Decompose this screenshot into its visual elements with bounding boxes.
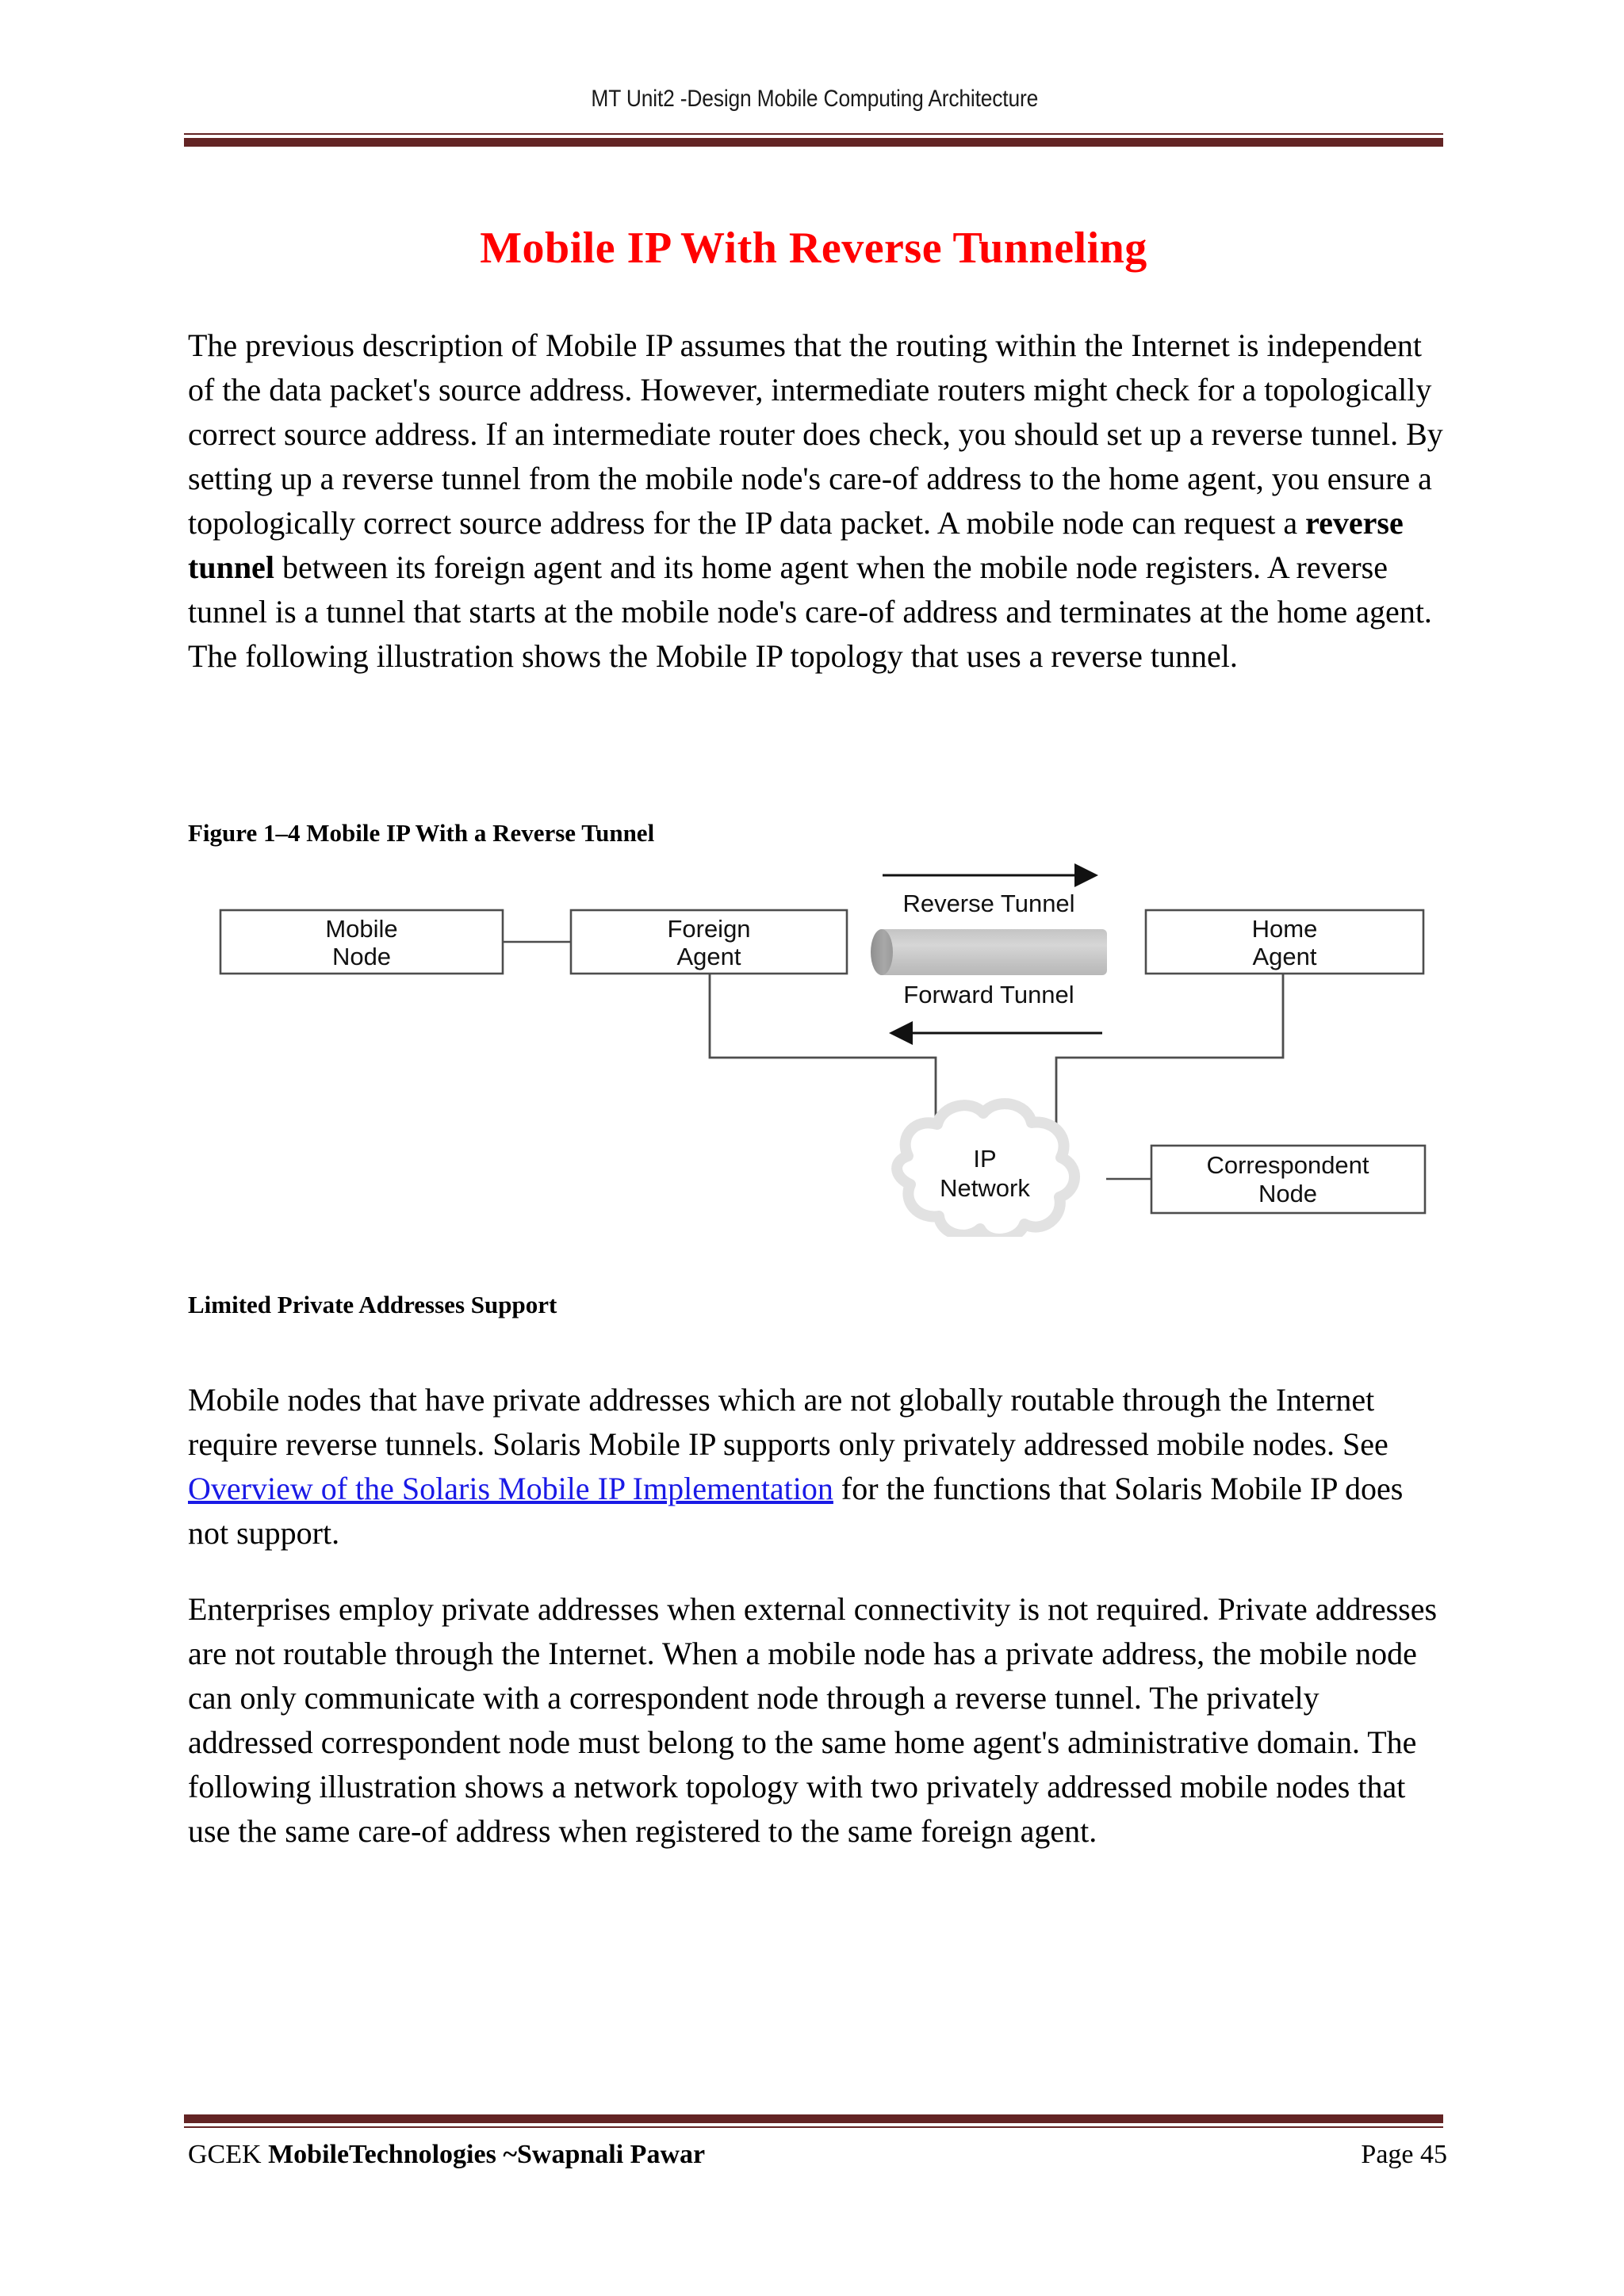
foreign-agent-label-1: Foreign [667,915,751,943]
forward-tunnel-label: Forward Tunnel [903,981,1074,1008]
page-title: Mobile IP With Reverse Tunneling [480,223,1147,273]
mobile-node-label-2: Node [331,943,392,970]
paragraph-private-addresses [188,1378,1449,1556]
paragraph-intro [188,323,1449,679]
section-heading-limited-private-addresses: Limited Private Addresses Support [188,1291,557,1318]
footer-author: MobileTechnologies ~Swapnali Pawar [268,2140,706,2169]
figure-box-home-agent [1146,910,1423,974]
footer-rule-thin [184,2126,1443,2128]
correspondent-node-label-2: Node [1258,1180,1318,1207]
link-overview-solaris-mobile-ip[interactable]: Overview of the Solaris Mobile IP Implementation [188,1471,833,1506]
header-rule-thick [184,138,1443,147]
foreign-agent-label-2: Agent [676,943,741,970]
header-rule-gap [184,135,1443,137]
footer-attribution [188,2137,705,2173]
figure-mobile-ip-reverse-tunnel [190,840,1475,1237]
tunnel-cylinder [871,929,1107,975]
reverse-tunnel-term: reverse tunnel [188,505,1404,585]
link-home-to-ip-network [1056,974,1283,1132]
paragraph-intro-part1: The previous description of Mobile IP assumes that the routing within the Internet is independent of the data packet's source address. However, intermediate routers might check for a topologically correct source address. If an intermediate router does check, you should set up a reverse tunnel. By setting up a reverse tunnel from the mobile node's care-of address to the home agent, you ensure a topologically correct source address for the IP data packet. A mobile node can request a [188,327,1443,541]
home-agent-label-1: Home [1251,915,1318,943]
page-header [184,86,1445,113]
paragraph-intro-part2: between its foreign agent and its home agent when the mobile node registers. A reverse tunnel is a tunnel that starts at the mobile node's care-of address and terminates at the home agent. The following illustration shows the Mobile IP topology that uses a reverse tunnel. [188,549,1432,674]
paragraph-private-part1: Mobile nodes that have private addresses which are not globally routable through the Internet require reverse tunnels. Solaris Mobile IP supports only privately addressed mobile nodes. See [188,1382,1388,1462]
page-footer [188,2137,1447,2173]
reverse-tunnel-label: Reverse Tunnel [902,890,1075,917]
figure-cloud-ip-network [897,1104,1074,1237]
ip-network-label-1: IP [973,1145,997,1173]
paragraph-private-part2: for the functions that Solaris Mobile IP does not support. [188,1471,1404,1551]
home-agent-label-2: Agent [1252,943,1317,970]
footer-org: GCEK [188,2140,269,2169]
ip-network-label-2: Network [940,1174,1030,1202]
footer-rule-gap [184,2123,1443,2126]
running-title: MT Unit2 -Design Mobile Computing Architecture [591,86,1038,112]
figure-box-correspondent-node [1151,1146,1425,1213]
paragraph-enterprises: Enterprises employ private addresses when external connectivity is not required. Private addresses are not routable through the Internet. When a mobile node has a private address, the mobile node can only communicate with a correspondent node through a reverse tunnel. The privately addressed correspondent node must belong to the same home agent's administrative domain. The following illustration shows a network topology with two privately addressed mobile nodes that use the same care-of address when registered to the same foreign agent. [188,1591,1438,1849]
figure-box-mobile-node [220,910,503,974]
footer-rule-thick [184,2114,1443,2123]
correspondent-node-label-1: Correspondent [1206,1151,1369,1179]
mobile-node-label-1: Mobile [325,915,398,943]
figure-box-foreign-agent [571,910,847,974]
figure-caption: Figure 1–4 Mobile IP With a Reverse Tunnel [188,819,655,847]
page-number: Page 45 [1361,2140,1447,2169]
link-foreign-to-ip-network [710,974,936,1132]
